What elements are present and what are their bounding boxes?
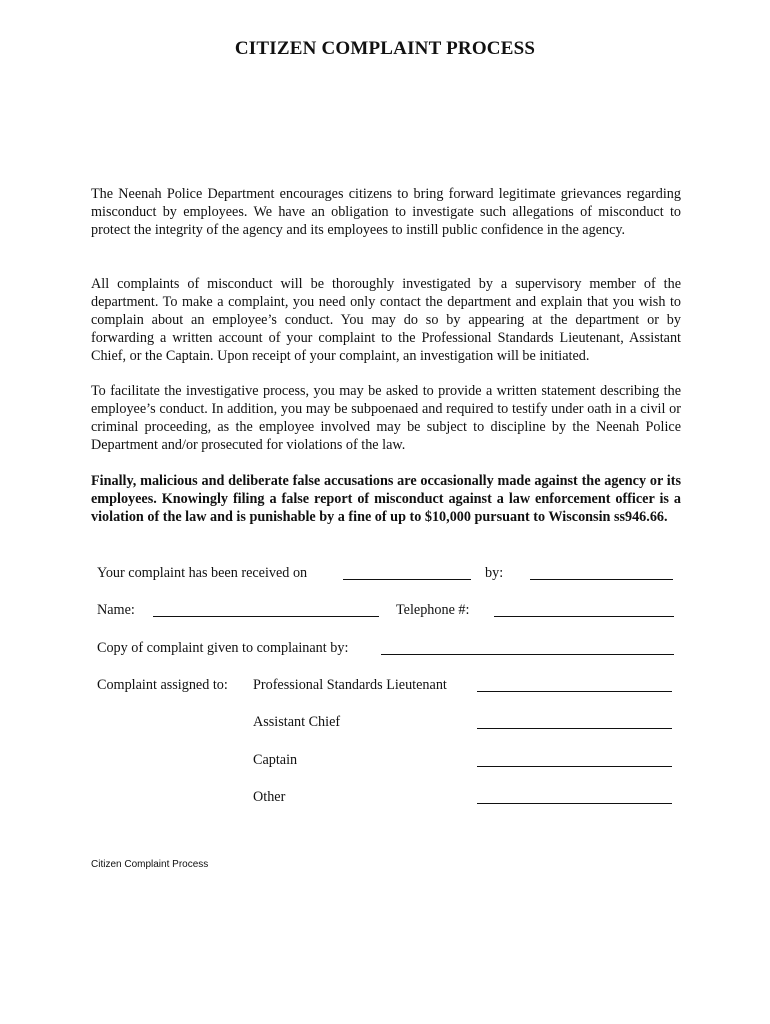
copy-given-label: Copy of complaint given to complainant by:	[97, 640, 349, 656]
assignee-assistant-chief: Assistant Chief	[253, 714, 341, 730]
assignee-other: Other	[253, 789, 286, 805]
paragraph-intro: The Neenah Police Department encourages citizens to bring forward legitimate grievances regarding misconduct by employees. We have an obligation to investigate such allegations of misconduct to protect the integrity of the agency and its employees to instill public confidence in the agency.	[91, 186, 681, 238]
assignee-other-field[interactable]	[477, 803, 672, 804]
complaint-assigned-label: Complaint assigned to:	[97, 677, 228, 693]
name-label: Name:	[97, 602, 135, 618]
received-date-field[interactable]	[343, 579, 471, 580]
paragraph-false-accusations-warning: Finally, malicious and deliberate false accusations are occasionally made against the agency or its employees. Knowingly filing a false report of misconduct against a law enforcement officer is a violation of the law and is punishable by a fine of up to $10,000 pursuant to Wisconsin ss946.66.	[91, 473, 681, 525]
assignee-captain-field[interactable]	[477, 766, 672, 767]
document-title: CITIZEN COMPLAINT PROCESS	[234, 38, 536, 59]
assignee-lieutenant-field[interactable]	[477, 691, 672, 692]
paragraph-process: To facilitate the investigative process, you may be asked to provide a written statement describing the employee’s conduct. In addition, you may be subpoenaed and required to testify under oath in a civil or criminal proceeding, as the employee involved may be subject to discipline by the Neenah Police Department and/or prosecuted for violations of the law.	[91, 383, 681, 453]
copy-given-by-field[interactable]	[381, 654, 674, 655]
name-field[interactable]	[153, 616, 379, 617]
page-footer: Citizen Complaint Process	[91, 859, 209, 870]
received-on-label: Your complaint has been received on	[97, 565, 308, 581]
assignee-professional-standards-lieutenant: Professional Standards Lieutenant	[253, 677, 447, 693]
paragraph-investigation: All complaints of misconduct will be thoroughly investigated by a supervisory member of the department. To make a complaint, you need only contact the department and explain that you wish to complain about an employee’s conduct. You may do so by appearing at the department or by forwarding a written account of your complaint to the Professional Standards Lieutenant, Assistant Chief, or the Captain. Upon receipt of your complaint, an investigation will be initiated.	[91, 276, 681, 364]
assignee-assistant-chief-field[interactable]	[477, 728, 672, 729]
telephone-label: Telephone #:	[396, 602, 470, 618]
received-by-field[interactable]	[530, 579, 673, 580]
assignee-captain: Captain	[253, 752, 298, 768]
telephone-field[interactable]	[494, 616, 674, 617]
received-by-label: by:	[485, 565, 504, 581]
